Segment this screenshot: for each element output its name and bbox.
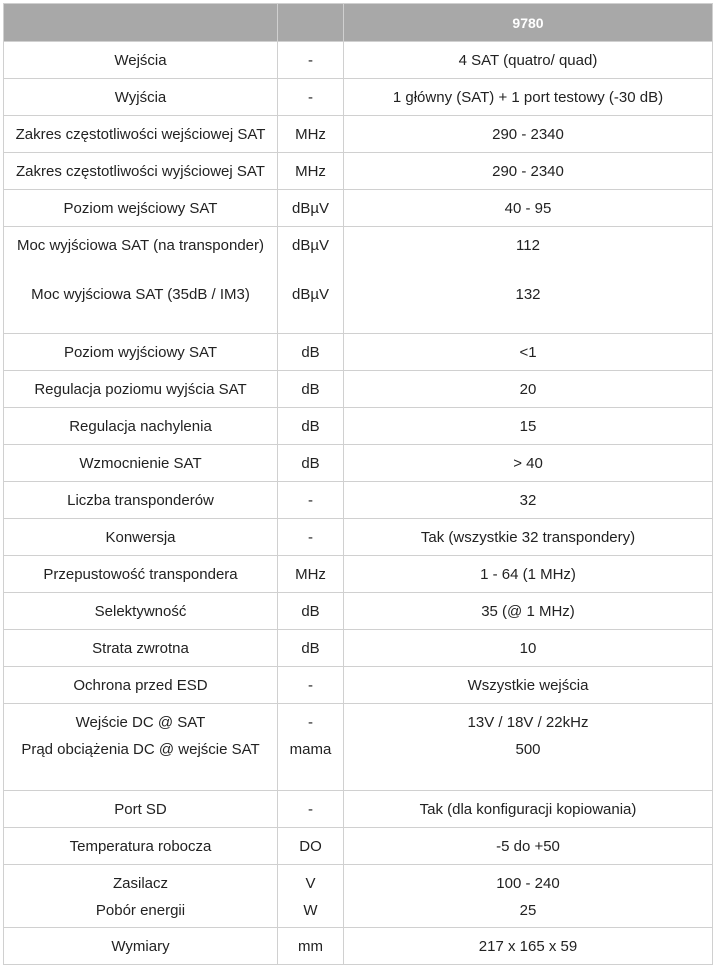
param-label: Port SD: [114, 801, 167, 818]
value-cell: [344, 42, 713, 79]
unit-label: mama: [289, 741, 332, 758]
param-cell: [4, 593, 278, 630]
param-cell: [4, 408, 278, 445]
value-label: 100 - 240: [496, 875, 560, 892]
param-cell: [4, 482, 278, 519]
value-label: 1 - 64 (1 MHz): [480, 566, 576, 583]
param-cell: [4, 630, 278, 667]
param-cell: [4, 704, 278, 791]
param-label: Ochrona przed ESD: [73, 677, 208, 694]
value-label: 217 x 165 x 59: [478, 938, 578, 955]
param-label: Zakres częstotliwości wyjściowej SAT: [16, 163, 265, 180]
unit-cell: [278, 227, 344, 334]
table-row: [4, 116, 713, 153]
unit-label: -: [308, 801, 313, 818]
value-label: Wszystkie wejścia: [467, 677, 589, 694]
param-label: Wymiary: [111, 938, 170, 955]
value-label: 132: [515, 286, 541, 303]
param-cell: [4, 190, 278, 227]
param-label: Wzmocnienie SAT: [79, 455, 202, 472]
table-row: [4, 928, 713, 965]
value-cell: [344, 704, 713, 791]
value-label: 20: [519, 381, 537, 398]
header-param-cell: [4, 4, 278, 42]
table-row: [4, 42, 713, 79]
table-row: [4, 79, 713, 116]
unit-label: dB: [301, 418, 320, 435]
table-row: [4, 556, 713, 593]
unit-cell: [278, 667, 344, 704]
unit-cell: [278, 556, 344, 593]
param-label: Strata zwrotna: [92, 640, 189, 657]
unit-label: dBµV: [292, 286, 329, 303]
param-cell: [4, 153, 278, 190]
unit-cell: [278, 153, 344, 190]
value-label: <1: [519, 344, 537, 361]
value-cell: [344, 865, 713, 928]
param-label: Moc wyjściowa SAT (na transponder): [16, 237, 265, 254]
unit-label: dBµV: [292, 200, 329, 217]
unit-label: -: [308, 89, 313, 106]
unit-label: mm: [298, 938, 323, 955]
value-label: 112: [516, 237, 540, 254]
header-unit-cell: [278, 4, 344, 42]
unit-cell: [278, 334, 344, 371]
unit-cell: [278, 371, 344, 408]
value-label: -5 do +50: [496, 838, 560, 855]
unit-cell: [278, 865, 344, 928]
unit-label: DO: [299, 838, 322, 855]
unit-label: MHz: [295, 566, 326, 583]
param-cell: [4, 556, 278, 593]
param-label: Prąd obciążenia DC @ wejście SAT: [21, 741, 260, 758]
param-label: Selektywność: [94, 603, 187, 620]
param-cell: [4, 116, 278, 153]
table-row: [4, 630, 713, 667]
value-label: 4 SAT (quatro/ quad): [458, 52, 598, 69]
table-row: [4, 153, 713, 190]
value-label: Tak (wszystkie 32 transpondery): [420, 529, 636, 546]
unit-label: -: [308, 714, 313, 731]
value-cell: [344, 791, 713, 828]
unit-cell: [278, 445, 344, 482]
param-cell: [4, 519, 278, 556]
unit-cell: [278, 42, 344, 79]
value-cell: [344, 371, 713, 408]
value-cell: [344, 667, 713, 704]
value-label: 500: [515, 741, 541, 758]
table-row: [4, 791, 713, 828]
unit-label: dB: [301, 640, 320, 657]
unit-label: -: [308, 677, 313, 694]
unit-cell: [278, 519, 344, 556]
unit-label: dBµV: [292, 237, 329, 254]
value-cell: [344, 519, 713, 556]
header-model-cell: 9780: [344, 4, 713, 42]
unit-cell: [278, 482, 344, 519]
unit-label: W: [303, 902, 318, 919]
param-label: Poziom wejściowy SAT: [63, 200, 218, 217]
unit-label: V: [305, 875, 316, 892]
value-label: Tak (dla konfiguracji kopiowania): [419, 801, 637, 818]
param-cell: [4, 371, 278, 408]
param-cell: [4, 928, 278, 965]
param-label: Zasilacz: [112, 875, 168, 892]
value-cell: [344, 190, 713, 227]
param-label: Regulacja poziomu wyjścia SAT: [34, 381, 247, 398]
value-label: 35 (@ 1 MHz): [481, 603, 575, 620]
value-cell: [344, 556, 713, 593]
unit-cell: [278, 791, 344, 828]
value-cell: [344, 593, 713, 630]
unit-label: dB: [301, 455, 320, 472]
param-cell: [4, 828, 278, 865]
param-label: Przepustowość transpondera: [43, 566, 238, 583]
param-label: Konwersja: [105, 529, 176, 546]
param-label: Moc wyjściowa SAT (35dB / IM3): [31, 286, 250, 303]
table-row: [4, 828, 713, 865]
param-label: Poziom wyjściowy SAT: [63, 344, 218, 361]
unit-cell: [278, 704, 344, 791]
spec-table: [3, 3, 713, 965]
param-cell: [4, 667, 278, 704]
param-label: Temperatura robocza: [69, 838, 212, 855]
value-cell: [344, 227, 713, 334]
table-row: [4, 482, 713, 519]
param-cell: [4, 445, 278, 482]
param-cell: [4, 791, 278, 828]
unit-label: -: [308, 529, 313, 546]
table-row: [4, 190, 713, 227]
param-label: Wejścia: [114, 52, 167, 69]
unit-cell: [278, 190, 344, 227]
table-row: [4, 519, 713, 556]
table-row: [4, 408, 713, 445]
unit-label: dB: [301, 344, 320, 361]
value-label: 25: [519, 902, 537, 919]
value-cell: [344, 334, 713, 371]
param-label: Wejście DC @ SAT: [75, 714, 206, 731]
unit-label: dB: [301, 381, 320, 398]
table-row: [4, 334, 713, 371]
table-row-supply: [4, 865, 713, 928]
value-label: > 40: [513, 455, 543, 472]
param-label: Regulacja nachylenia: [69, 418, 212, 435]
unit-label: MHz: [295, 126, 326, 143]
param-cell: [4, 227, 278, 334]
param-cell: [4, 865, 278, 928]
table-row: [4, 593, 713, 630]
value-label: 290 - 2340: [492, 163, 564, 180]
value-cell: [344, 79, 713, 116]
param-label: Pobór energii: [95, 902, 186, 919]
unit-label: -: [308, 492, 313, 509]
value-label: 10: [519, 640, 537, 657]
table-row: [4, 445, 713, 482]
unit-cell: [278, 928, 344, 965]
value-cell: [344, 482, 713, 519]
param-label: Liczba transponderów: [67, 492, 214, 509]
param-label: Wyjścia: [114, 89, 167, 106]
value-label: 32: [519, 492, 537, 509]
value-label: 13V / 18V / 22kHz: [467, 714, 589, 731]
unit-label: -: [308, 52, 313, 69]
unit-label: dB: [301, 603, 320, 620]
param-cell: [4, 42, 278, 79]
value-cell: [344, 153, 713, 190]
value-cell: [344, 116, 713, 153]
unit-cell: [278, 408, 344, 445]
value-cell: [344, 928, 713, 965]
unit-cell: [278, 593, 344, 630]
table-row: [4, 667, 713, 704]
unit-cell: [278, 116, 344, 153]
param-cell: [4, 334, 278, 371]
value-label: 1 główny (SAT) + 1 port testowy (-30 dB): [392, 89, 664, 106]
unit-cell: [278, 79, 344, 116]
value-cell: [344, 445, 713, 482]
table-header-row: [4, 4, 713, 42]
value-label: 40 - 95: [504, 200, 552, 217]
table-row-dc: [4, 704, 713, 791]
value-label: 15: [519, 418, 537, 435]
table-row-output-power: [4, 227, 713, 334]
param-cell: [4, 79, 278, 116]
value-cell: [344, 630, 713, 667]
unit-label: MHz: [295, 163, 326, 180]
table-row: [4, 371, 713, 408]
value-cell: [344, 828, 713, 865]
unit-cell: [278, 828, 344, 865]
unit-cell: [278, 630, 344, 667]
param-label: Zakres częstotliwości wejściowej SAT: [15, 126, 266, 143]
value-label: 290 - 2340: [492, 126, 564, 143]
value-cell: [344, 408, 713, 445]
